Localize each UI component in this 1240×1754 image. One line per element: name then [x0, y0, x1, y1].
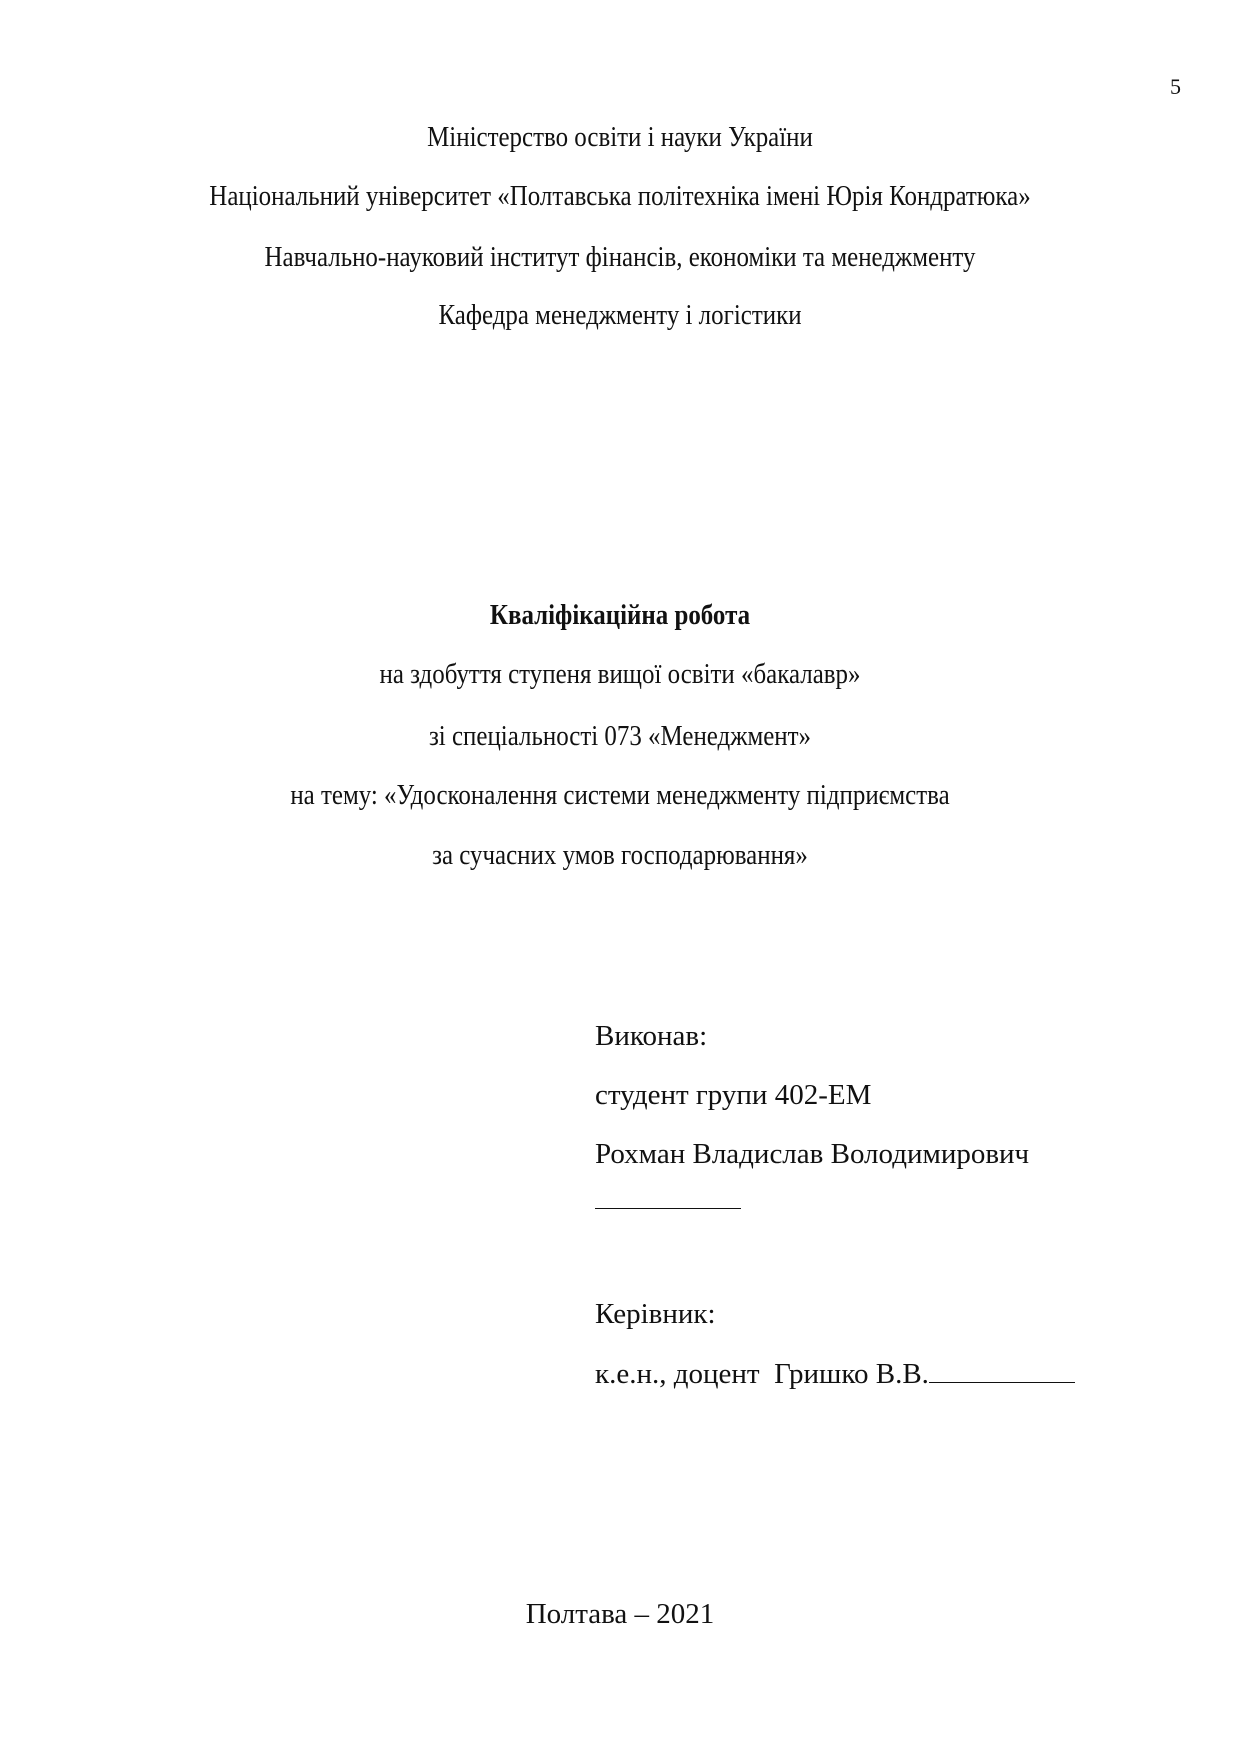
- page-number: 5: [1170, 74, 1181, 99]
- degree-line: на здобуття ступеня вищої освіти «бакалавр»: [379, 658, 861, 690]
- supervisor-label: Керівник:: [595, 1298, 716, 1330]
- supervisor-row: [595, 1356, 1075, 1392]
- ministry-line: Міністерство освіти і науки України: [427, 121, 813, 153]
- author-label: Виконав:: [595, 1020, 708, 1052]
- topic-line-2: за сучасних умов господарювання»: [432, 839, 808, 871]
- university-line: Національний університет «Полтавська політехніка імені Юрія Кондратюка»: [209, 180, 1031, 212]
- author-group: студент групи 402-ЕМ: [595, 1079, 872, 1111]
- work-title: Кваліфікаційна робота: [489, 599, 751, 631]
- supervisor-name: к.е.н., доцент Гришко В.В.: [595, 1358, 929, 1390]
- department-line: Кафедра менеджменту і логістики: [438, 299, 802, 331]
- topic-line-1: на тему: «Удосконалення системи менеджменту підприємства: [290, 779, 950, 811]
- city-year: Полтава – 2021: [525, 1598, 715, 1630]
- specialty-line: зі спеціальності 073 «Менеджмент»: [428, 720, 812, 752]
- author-signature-line: [595, 1182, 741, 1218]
- supervisor-signature-line: [929, 1356, 1075, 1383]
- institute-line: Навчально-науковий інститут фінансів, економіки та менеджменту: [264, 241, 976, 273]
- author-name: Рохман Владислав Володимирович: [595, 1138, 1030, 1170]
